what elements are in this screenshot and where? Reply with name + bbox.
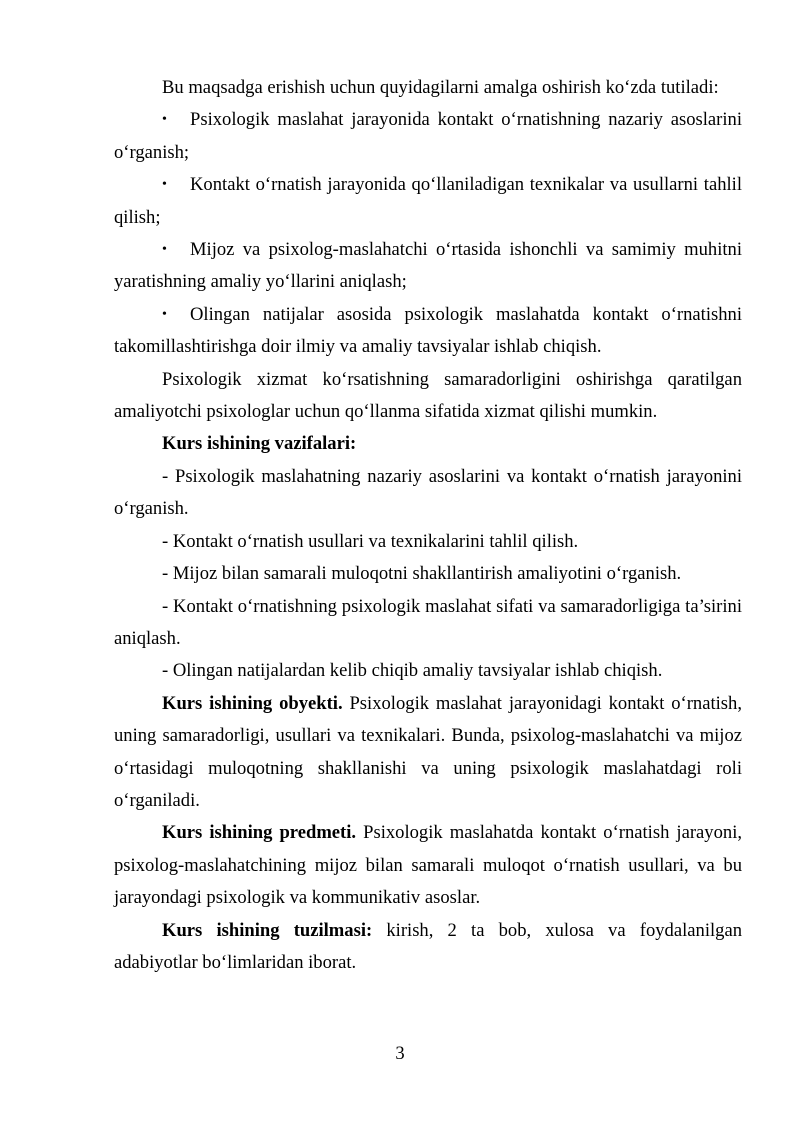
task-item-4: - Kontakt o‘rnatishning psixologik maslahat sifati va samaradorligiga ta’sirini aniqlash. <box>114 595 742 649</box>
subject-paragraph <box>114 817 742 914</box>
bullet-icon: • <box>162 242 167 258</box>
bullet-text: Kontakt o‘rnatish jarayonida qo‘llaniladigan texnikalar va usullarni tahlil qilish; <box>114 174 742 228</box>
structure-label: Kurs ishining tuzilmasi: <box>162 919 373 941</box>
structure-paragraph <box>114 915 742 980</box>
bullet-icon: • <box>162 112 167 128</box>
structure-text: kirish, 2 ta bob, xulosa va foydalanilgan adabiyotlar bo‘limlaridan iborat. <box>114 919 743 973</box>
bullet-text: Psixologik maslahat jarayonida kontakt o‘rnatishning nazariy asoslarini o‘rganish; <box>114 109 742 163</box>
bullet-text: Olingan natijalar asosida psixologik maslahatda kontakt o‘rnatishni takomillashtirishga doir ilmiy va amaliy tavsiyalar ishlab chiqish. <box>114 303 742 358</box>
bullet-item-4 <box>114 299 742 364</box>
task-item-3: - Mijoz bilan samarali muloqotni shakllantirish amaliyotini o‘rganish. <box>162 563 682 585</box>
tasks-heading <box>114 428 742 460</box>
object-label: Kurs ishining obyekti. <box>162 692 343 714</box>
bullet-icon: • <box>162 177 167 193</box>
bullet-icon: • <box>162 306 167 322</box>
tasks-heading-label: Kurs ishining vazifalari: <box>162 433 357 455</box>
intro-paragraph: Bu maqsadga erishish uchun quyidagilarni amalga oshirish ko‘zda tutiladi: <box>162 77 719 98</box>
subject-text: Psixologik maslahatda kontakt o‘rnatish jarayoni, psixolog-maslahatchining mijoz bilan samarali muloqot o‘rnatish usullari, va bu jarayondagi psixologik va kommunikativ asoslar. <box>114 822 743 909</box>
bullet-item-2 <box>114 169 742 234</box>
task-item-5: - Olingan natijalardan kelib chiqib amaliy tavsiyalar ishlab chiqish. <box>162 660 663 682</box>
task-item-2: - Kontakt o‘rnatish usullari va texnikalarini tahlil qilish. <box>162 530 579 552</box>
object-text: Psixologik maslahat jarayonidagi kontakt o‘rnatish, uning samaradorligi, usullari va texnikalari. Bunda, psixolog-maslahatchi va mijoz o‘rtasidagi muloqotning shakllanishi va uning psixologik maslahatdagi roli o‘rganiladi. <box>114 692 742 811</box>
subject-label: Kurs ishining predmeti. <box>162 822 357 844</box>
page-content <box>114 72 742 979</box>
bullet-text: Mijoz va psixolog-maslahatchi o‘rtasida ishonchli va samimiy muhitni yaratishning amaliy yo‘llarini aniqlash; <box>114 239 742 293</box>
bullet-item-3 <box>114 234 742 299</box>
practical-note-paragraph: Psixologik xizmat ko‘rsatishning samaradorligini oshirishga qaratilgan amaliyotchi psixologlar uchun qo‘llanma sifatida xizmat qilishi mumkin. <box>114 368 742 423</box>
bullet-item-1 <box>114 104 742 169</box>
object-paragraph <box>114 688 742 818</box>
task-item-1: - Psixologik maslahatning nazariy asoslarini va kontakt o‘rnatish jarayonini o‘rganish. <box>114 465 742 520</box>
page-number: 3 <box>395 1043 405 1064</box>
